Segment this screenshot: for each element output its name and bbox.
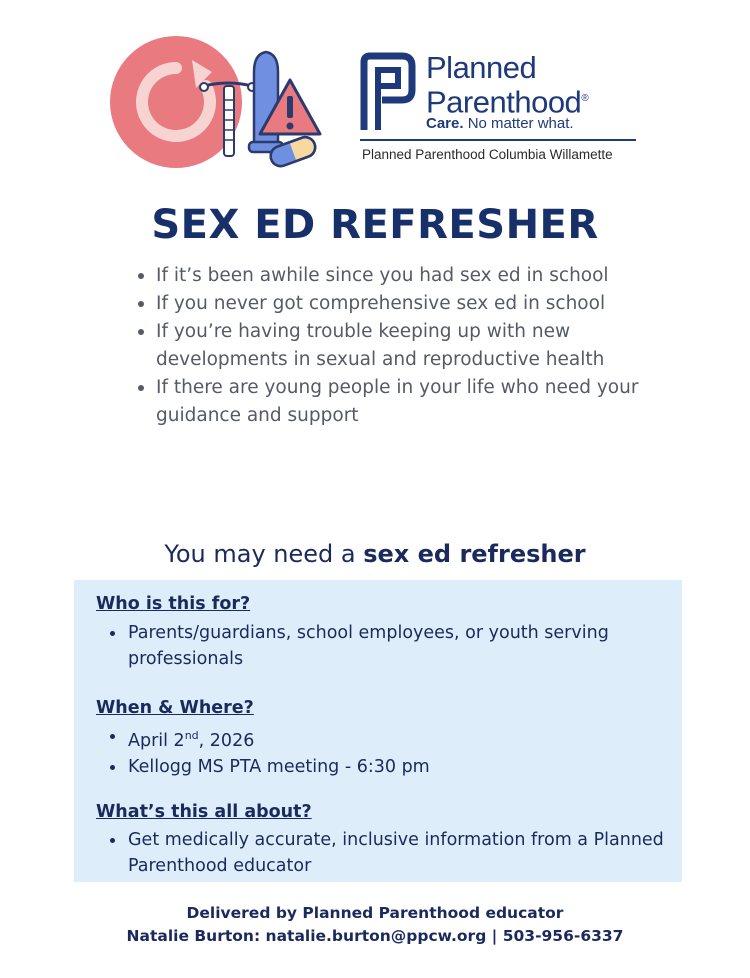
footer-contact	[0, 902, 750, 948]
logo-divider	[360, 139, 636, 141]
planned-parenthood-logo	[360, 52, 642, 172]
list-item: Get medically accurate, inclusive information from a Planned Parenthood educator	[106, 827, 666, 879]
logo-affiliate: Planned Parenthood Columbia Willamette	[362, 147, 613, 162]
event-date: April 2nd, 2026	[106, 723, 666, 754]
reasons-list	[134, 262, 654, 430]
list-item: If it’s been awhile since you had sex ed in school	[134, 262, 654, 290]
refresher-callout: You may need a sex ed refresher	[164, 540, 586, 568]
when-heading: When & Where?	[96, 698, 254, 718]
who-heading: Who is this for?	[96, 594, 251, 614]
footer-line-1: Delivered by Planned Parenthood educator	[186, 904, 564, 922]
list-item: If there are young people in your life who need your guidance and support	[134, 374, 654, 430]
list-item: Parents/guardians, school employees, or youth serving professionals	[106, 620, 666, 672]
logo-tagline: Care. No matter what.	[426, 115, 574, 132]
about-heading: What’s this all about?	[96, 802, 312, 822]
event-location: Kellogg MS PTA meeting - 6:30 pm	[106, 754, 666, 780]
who-list	[106, 620, 666, 672]
logo-word-planned: Planned	[426, 50, 537, 85]
list-item: If you’re having trouble keeping up with new developments in sexual and reproductive health	[134, 318, 654, 374]
list-item: If you never got comprehensive sex ed in school	[134, 290, 654, 318]
when-list	[106, 723, 666, 780]
contraception-illustration	[108, 30, 330, 170]
pp-logo-icon	[360, 52, 416, 130]
about-list	[106, 827, 666, 879]
info-box	[74, 580, 682, 882]
footer-line-2: Natalie Burton: natalie.burton@ppcw.org | 503-956-6337	[126, 927, 624, 945]
page-title: SEX ED REFRESHER	[151, 202, 599, 248]
logo-word-parenthood: Parenthood®	[426, 84, 589, 120]
